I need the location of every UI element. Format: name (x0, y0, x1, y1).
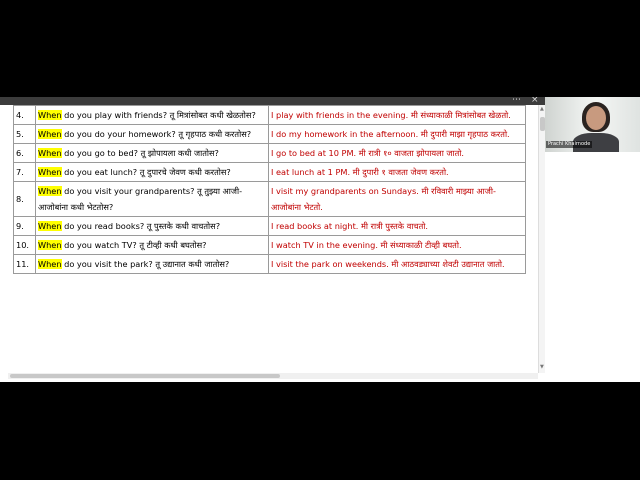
question-cell (36, 255, 269, 274)
row-number: 11. (14, 255, 36, 274)
table-row (14, 125, 526, 144)
horizontal-scrollbar[interactable] (8, 373, 538, 379)
question-cell (36, 163, 269, 182)
question-text: do you read books? तू पुस्तके कधी वाचतोस? (61, 221, 221, 231)
highlighted-when: When (38, 129, 62, 139)
highlighted-when: When (38, 110, 62, 120)
table-row (14, 106, 526, 125)
close-icon[interactable]: × (531, 97, 539, 105)
question-text: do you do your homework? तू गृहपाठ कधी करतोस? (61, 129, 252, 139)
row-number: 6. (14, 144, 36, 163)
row-number: 7. (14, 163, 36, 182)
horizontal-scroll-thumb[interactable] (10, 374, 280, 378)
answer-cell: I go to bed at 10 PM. मी रात्री १० वाजता झोपायला जातो. (269, 144, 526, 163)
question-cell (36, 236, 269, 255)
answer-cell: I play with friends in the evening. मी संध्याकाळी मित्रांसोबत खेळतो. (269, 106, 526, 125)
question-text: do you go to bed? तू झोपायला कधी जातोस? (61, 148, 219, 158)
row-number: 4. (14, 106, 36, 125)
table-row (14, 236, 526, 255)
highlighted-when: When (38, 148, 62, 158)
answer-cell: I visit the park on weekends. मी आठवड्याच्या शेवटी उद्यानात जातो. (269, 255, 526, 274)
answer-cell: I visit my grandparents on Sundays. मी रविवारी माझ्या आजी-आजोबांना भेटतो. (269, 182, 526, 217)
highlighted-when: When (38, 221, 62, 231)
participant-face (586, 106, 606, 130)
more-options-icon[interactable]: ⋯ (512, 97, 522, 105)
answer-cell: I read books at night. मी रात्री पुस्तके वाचतो. (269, 217, 526, 236)
table-row (14, 255, 526, 274)
question-cell (36, 182, 269, 217)
question-text: do you visit the park? तू उद्यानात कधी जातोस? (61, 259, 230, 269)
question-text: do you eat lunch? तू दुपारचे जेवण कधी करतोस? (61, 167, 231, 177)
side-panel (545, 152, 640, 382)
scroll-up-icon[interactable]: ▲ (540, 106, 544, 112)
answer-cell: I do my homework in the afternoon. मी दुपारी माझा गृहपाठ करतो. (269, 125, 526, 144)
row-number: 5. (14, 125, 36, 144)
highlighted-when: When (38, 167, 62, 177)
table-row (14, 182, 526, 217)
row-number: 10. (14, 236, 36, 255)
answer-cell: I eat lunch at 1 PM. मी दुपारी १ वाजता जेवण करतो. (269, 163, 526, 182)
question-text: do you visit your grandparents? तू तुझ्या आजी-आजोबांना कधी भेटतोस? (38, 186, 243, 212)
question-text: do you watch TV? तू टीव्ही कधी बघतोस? (61, 240, 207, 250)
participant-name-label: Prachi Khairnode (548, 141, 591, 147)
participant-video-tile[interactable] (545, 97, 640, 152)
screen-share-area (0, 97, 640, 382)
question-cell (36, 217, 269, 236)
question-answer-table (13, 105, 526, 274)
scroll-down-icon[interactable]: ▼ (540, 364, 544, 370)
question-cell (36, 144, 269, 163)
table-row (14, 217, 526, 236)
highlighted-when: When (38, 240, 62, 250)
answer-cell: I watch TV in the evening. मी संध्याकाळी टीव्ही बघतो. (269, 236, 526, 255)
question-cell (36, 125, 269, 144)
table-row (14, 163, 526, 182)
row-number: 8. (14, 182, 36, 217)
highlighted-when: When (38, 186, 62, 196)
window-title-bar (0, 97, 545, 105)
row-number: 9. (14, 217, 36, 236)
table-row (14, 144, 526, 163)
question-cell (36, 106, 269, 125)
question-text: do you play with friends? तू मित्रांसोबत कधी खेळतोस? (61, 110, 256, 120)
document-page (8, 105, 538, 373)
highlighted-when: When (38, 259, 62, 269)
